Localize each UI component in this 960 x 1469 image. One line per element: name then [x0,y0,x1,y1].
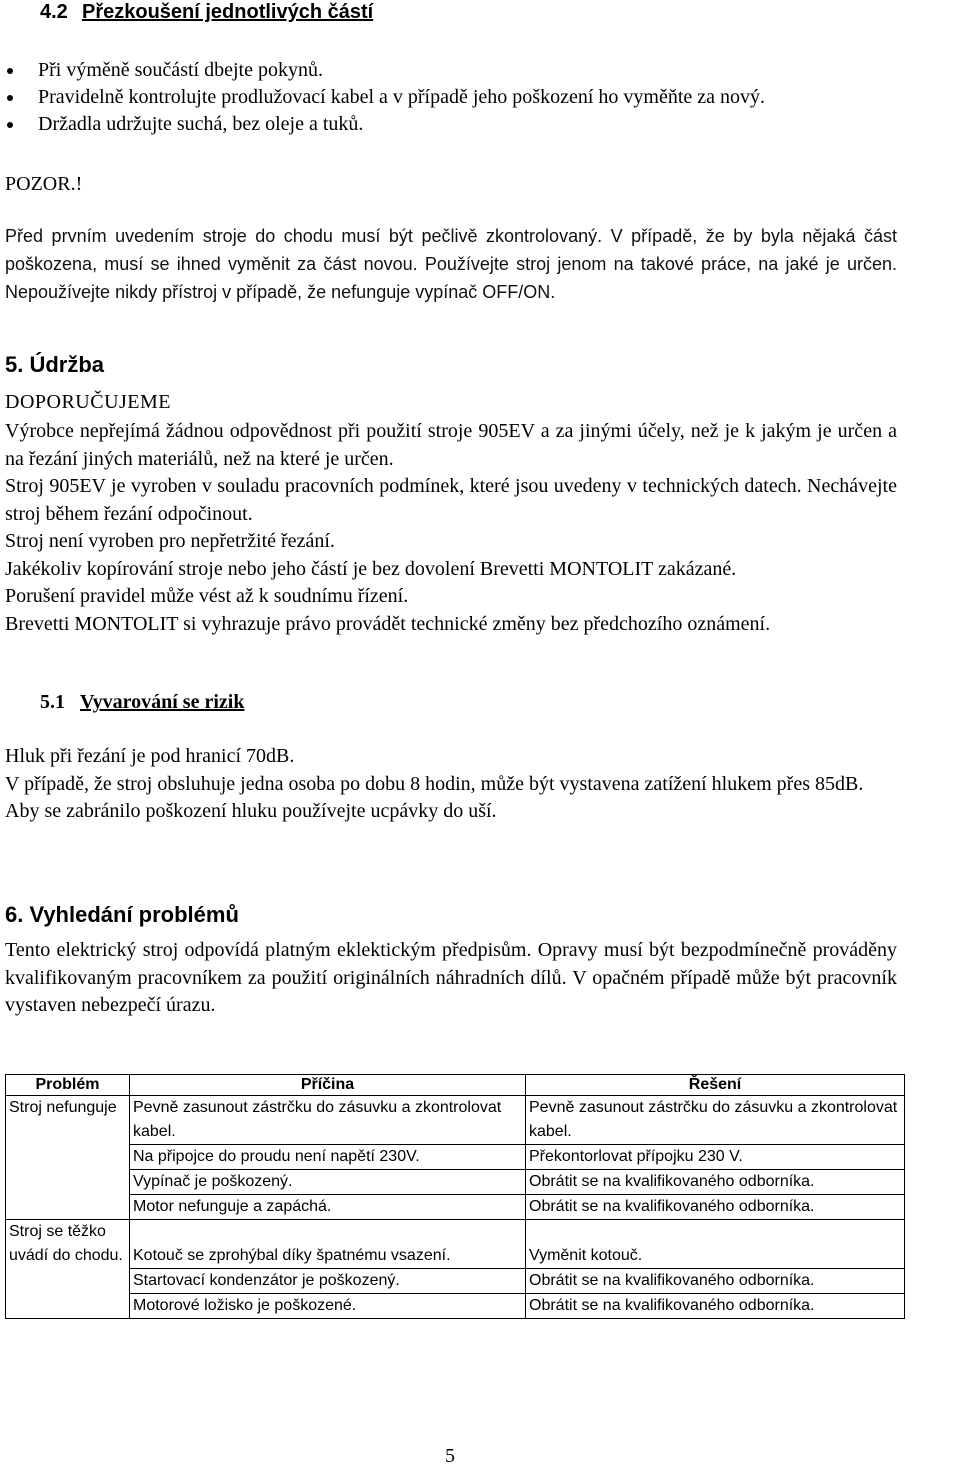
table-row [6,1269,905,1294]
paragraph: Tento elektrický stroj odpovídá platným eklektickým předpisům. Opravy musí být bezpodmínečně prováděny kvalifikovaným pracovníkem za použití originálních náhradních dílů. V opačném případě může být pracovník vystaven nebezpečí úrazu. [5,939,897,1016]
solution-cell: Pevně zasunout zástrčku do zásuvku a zkontrolovat kabel. [526,1096,905,1145]
section-5-1-body [5,743,897,826]
section-title: Přezkoušení jednotlivých částí [82,1,374,23]
paragraph: Jakékoliv kopírování stroje nebo jeho částí je bez dovolení Brevetti MONTOLIT zakázané. [5,557,737,580]
cause-cell: Na připojce do proudu není napětí 230V. [130,1145,526,1170]
troubleshooting-table [5,1074,905,1319]
table-row [6,1170,905,1195]
table-row [6,1195,905,1220]
recommend-title: DOPORUČUJEME [5,391,172,413]
section-6-body [5,937,897,1020]
solution-cell: Obrátit se na kvalifikovaného odborníka. [526,1269,905,1294]
warning-title: POZOR.! [5,173,83,195]
solution-cell: Obrátit se na kvalifikovaného odborníka. [526,1195,905,1220]
table-row [6,1294,905,1319]
paragraph: Hluk při řezání je pod hranicí 70dB. [5,745,295,767]
section-5-1-heading [40,689,244,715]
list-item: Držadla udržujte suchá, bez oleje a tuků. [0,111,900,138]
cause-cell: Startovací kondenzátor je poškozený. [130,1269,526,1294]
table-row [6,1220,905,1269]
list-item [0,84,900,111]
section-title: Vyvarování se rizik [80,691,245,713]
solution-cell: Obrátit se na kvalifikovaného odborníka. [526,1294,905,1319]
paragraph: Aby se zabránilo poškození hluku používejte ucpávky do uší. [5,800,497,822]
solution-cell: Vyměnit kotouč. [526,1220,905,1269]
maintenance-bullet-list [0,57,900,138]
cause-cell: Motor nefunguje a zapáchá. [130,1195,526,1220]
problem-cell: Stroj nefunguje [6,1096,130,1220]
column-header: Problém [6,1075,130,1096]
solution-cell: Překontorlovat přípojku 230 V. [526,1145,905,1170]
section-4-2-heading [40,1,373,24]
paragraph: Výrobce nepřejímá žádnou odpovědnost při použití stroje 905EV a za jinými účely, než je k jakým je určen a na řezání jiných materiálů, než na které je určen. [5,420,897,470]
list-item: Při výměně součástí dbejte pokynů. [0,57,900,84]
paragraph: Porušení pravidel může vést až k soudnímu řízení. [5,585,409,607]
column-header: Příčina [130,1075,526,1096]
cause-cell: Kotouč se zprohýbal díky špatnému vsazení. [130,1220,526,1269]
section-number: 4.2 [40,1,68,23]
section-number: 5.1 [40,691,65,713]
page-number: 5 [445,1445,455,1467]
warning-text: Před prvním uvedením stroje do chodu musí být pečlivě zkontrolovaný. V případě, že by byla nějaká část poškozena, musí se ihned vyměnit za část novou. Používejte stroj jenom na takové práce, na jaké je určen. Nepoužívejte nikdy přístroj v případě, že nefunguje vypínač OFF/ON. [5,226,897,302]
table-row [6,1145,905,1170]
paragraph: Stroj není vyroben pro nepřetržité řezání. [5,530,335,552]
section-5-heading: 5. Údržba [5,352,105,377]
paragraph: Brevetti MONTOLIT si vyhrazuje právo provádět technické změny bez předchozího oznámení. [5,612,771,635]
cause-cell: Motorové ložisko je poškozené. [130,1294,526,1319]
section-5-body [5,418,897,638]
problem-cell: Stroj se těžko uvádí do chodu. [6,1220,130,1319]
paragraph: Stroj 905EV je vyroben v souladu pracovních podmínek, které jsou uvedeny v technických datech. Nechávejte stroj během řezání odpočinout. [5,475,897,525]
table-header-row [6,1075,905,1096]
table-row [6,1096,905,1145]
column-header: Řešení [526,1075,905,1096]
section-6-heading: 6. Vyhledání problémů [5,902,239,927]
paragraph: V případě, že stroj obsluhuje jedna osoba po dobu 8 hodin, může být vystavena zatížení hlukem přes 85dB. [5,772,864,795]
cause-cell: Pevně zasunout zástrčku do zásuvku a zkontrolovat kabel. [130,1096,526,1145]
solution-cell: Obrátit se na kvalifikovaného odborníka. [526,1170,905,1195]
list-item-text: Pravidelně kontrolujte prodlužovací kabel a v případě jeho poškození ho vyměňte za nový. [38,86,766,108]
cause-cell: Vypínač je poškozený. [130,1170,526,1195]
